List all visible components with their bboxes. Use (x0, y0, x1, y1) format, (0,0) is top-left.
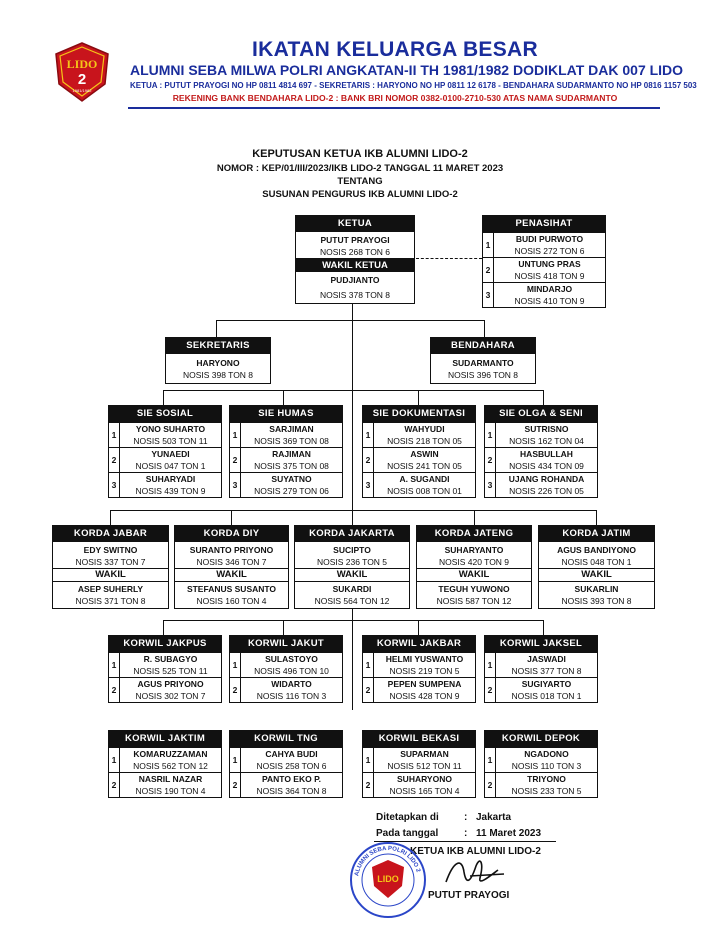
member-number: 1 (109, 423, 120, 447)
member-cell (120, 473, 221, 497)
member-row (230, 677, 342, 702)
sekretaris-name: HARYONO (196, 358, 240, 368)
sie-connector (163, 390, 543, 391)
member-nosis: NOSIS 047 TON 1 (135, 461, 206, 471)
member-nosis: NOSIS 018 TON 1 (511, 691, 582, 701)
member-cell (496, 653, 597, 677)
member-number: 2 (485, 448, 496, 472)
bendahara-name: SUDARMANTO (452, 358, 514, 368)
decree-title: KEPUTUSAN KETUA IKB ALUMNI LIDO-2 (252, 148, 468, 160)
member-nosis: NOSIS 233 TON 5 (511, 786, 582, 796)
korda-wakil-nosis: NOSIS 393 TON 8 (561, 596, 632, 606)
member-name: UNTUNG PRAS (518, 259, 581, 269)
wakil-ketua-name: PUDJIANTO (330, 275, 380, 285)
member-name: PANTO EKO P. (261, 774, 322, 784)
wakil-ketua-nosis: NOSIS 378 TON 8 (319, 290, 391, 300)
member-row (109, 422, 221, 447)
korda-wakil-name: ASEP SUHERLY (77, 584, 144, 594)
group-header: SIE SOSIAL (109, 406, 221, 422)
group-header: SIE HUMAS (230, 406, 342, 422)
member-cell (374, 423, 475, 447)
korda-name: SUHARYANTO (444, 545, 504, 555)
member-number: 1 (363, 653, 374, 677)
member-cell (496, 678, 597, 702)
bendahara-nosis: NOSIS 396 TON 8 (447, 370, 519, 380)
member-cell (496, 423, 597, 447)
member-name: AGUS PRIYONO (137, 679, 204, 689)
member-nosis: NOSIS 241 TON 05 (387, 461, 462, 471)
member-nosis: NOSIS 434 TON 09 (509, 461, 584, 471)
member-number: 1 (363, 423, 374, 447)
member-nosis: NOSIS 302 TON 7 (135, 691, 206, 701)
member-row (363, 652, 475, 677)
date-sep: : (464, 828, 468, 839)
svg-text:ALUMNI SEBA POLRI LIDO 2: ALUMNI SEBA POLRI LIDO 2 (354, 845, 421, 877)
group-header: KORWIL DEPOK (485, 731, 597, 747)
date-label: Pada tanggal (376, 828, 439, 839)
member-row (109, 472, 221, 497)
sie-drop-4 (543, 390, 544, 405)
org-subtitle: ALUMNI SEBA MILWA POLRI ANGKATAN-II TH 1981/1982 DODIKLAT DAK 007 LIDO (130, 62, 684, 78)
member-row (230, 422, 342, 447)
korda-box (294, 525, 410, 609)
member-nosis: NOSIS 377 TON 8 (511, 666, 582, 676)
member-name: ASWIN (410, 449, 439, 459)
member-number: 2 (230, 448, 241, 472)
sek-bend-connector (216, 320, 484, 321)
sie-box (362, 405, 476, 498)
place-value: Jakarta (476, 812, 512, 823)
korda-name: SUCIPTO (333, 545, 371, 555)
korda-wakil-name: STEFANUS SUSANTO (186, 584, 277, 594)
korda-wakil-label: WAKIL (53, 569, 168, 582)
member-cell (374, 473, 475, 497)
svg-text:LIDO: LIDO (66, 57, 98, 71)
member-cell (241, 448, 342, 472)
sekretaris-header: SEKRETARIS (166, 338, 270, 354)
korda-box (52, 525, 169, 609)
member-number: 1 (485, 653, 496, 677)
group-header: SIE OLGA & SENI (485, 406, 597, 422)
member-cell (496, 473, 597, 497)
korda-drop-5 (596, 510, 597, 525)
member-nosis: NOSIS 279 TON 06 (254, 486, 329, 496)
korda-nosis: NOSIS 236 TON 5 (295, 556, 409, 569)
member-cell (496, 748, 597, 772)
member-nosis: NOSIS 503 TON 11 (133, 436, 208, 446)
svg-text:2: 2 (77, 71, 87, 88)
member-nosis: NOSIS 162 TON 04 (509, 436, 584, 446)
member-row (363, 447, 475, 472)
member-cell (496, 773, 597, 797)
korda-name: SURANTO PRIYONO (189, 545, 274, 555)
ketua-box (295, 215, 415, 304)
korwil-box (362, 730, 476, 798)
group-header: SIE DOKUMENTASI (363, 406, 475, 422)
member-row (230, 652, 342, 677)
korda-wakil-nosis: NOSIS 371 TON 8 (75, 596, 146, 606)
member-cell (374, 653, 475, 677)
member-nosis: NOSIS 258 TON 6 (256, 761, 327, 771)
member-nosis: NOSIS 190 TON 4 (135, 786, 206, 796)
member-name: PEPEN SUMPENA (387, 679, 462, 689)
decree-number: NOMOR : KEP/01/III/2023/IKB LIDO-2 TANGGAL 11 MARET 2023 (216, 163, 504, 174)
place-label: Ditetapkan di (376, 812, 439, 823)
member-nosis: NOSIS 496 TON 10 (254, 666, 329, 676)
member-row (363, 747, 475, 772)
member-nosis: NOSIS 418 TON 9 (514, 271, 585, 281)
wakil-ketua-header: WAKIL KETUA (296, 259, 414, 272)
member-nosis: NOSIS 218 TON 05 (387, 436, 462, 446)
sie-box (108, 405, 222, 498)
korwil-box (229, 730, 343, 798)
header-rule (128, 107, 660, 109)
korda-drop-2 (231, 510, 232, 525)
contacts-line: KETUA : PUTUT PRAYOGI NO HP 0811 4814 697 - SEKRETARIS : HARYONO NO HP 0811 12 6178 - BENDAHARA SUDARMANTO NO HP 0816 1157 503 (130, 81, 697, 90)
lido2-logo (50, 40, 114, 104)
member-number: 1 (483, 233, 494, 257)
korda-wakil-label: WAKIL (417, 569, 531, 582)
member-row (109, 772, 221, 797)
group-header: KORWIL JAKTIM (109, 731, 221, 747)
korda-drop-4 (474, 510, 475, 525)
member-number: 2 (485, 678, 496, 702)
member-name: SUTRISNO (524, 424, 569, 434)
member-name: SUYATNO (271, 474, 312, 484)
member-row (230, 772, 342, 797)
group-header: KORWIL JAKPUS (109, 636, 221, 652)
sie-box (229, 405, 343, 498)
member-cell (241, 653, 342, 677)
member-nosis: NOSIS 439 TON 9 (135, 486, 206, 496)
sie-box (484, 405, 598, 498)
group-header: KORWIL TNG (230, 731, 342, 747)
member-number: 3 (485, 473, 496, 497)
penasihat-member (483, 282, 605, 307)
member-cell (120, 773, 221, 797)
member-number: 1 (230, 653, 241, 677)
sek-drop (216, 320, 217, 337)
member-name: A. SUGANDI (399, 474, 450, 484)
korwil-drop-1 (163, 620, 164, 635)
member-name: HASBULLAH (520, 449, 573, 459)
member-name: R. SUBAGYO (143, 654, 198, 664)
sie-drop-2 (283, 390, 284, 405)
member-name: WIDARTO (271, 679, 312, 689)
korda-wakil-label: WAKIL (295, 569, 409, 582)
member-name: SULASTOYO (265, 654, 318, 664)
korda-wakil-label: WAKIL (539, 569, 654, 582)
korda-wakil-name: SUKARDI (332, 584, 372, 594)
member-name: KOMARUZZAMAN (133, 749, 208, 759)
member-number: 2 (109, 448, 120, 472)
sekretaris-box (165, 337, 271, 384)
member-number: 3 (230, 473, 241, 497)
svg-text:LIDO: LIDO (377, 874, 399, 884)
member-row (109, 447, 221, 472)
penasihat-member (483, 232, 605, 257)
member-number: 1 (109, 653, 120, 677)
bend-drop (484, 320, 485, 337)
korda-nosis: NOSIS 048 TON 1 (539, 556, 654, 569)
korwil-box (484, 635, 598, 703)
member-number: 1 (485, 423, 496, 447)
member-row (485, 472, 597, 497)
place-sep: : (464, 812, 468, 823)
member-row (230, 472, 342, 497)
member-name: SUGIYARTO (521, 679, 572, 689)
member-number: 2 (230, 773, 241, 797)
korda-name: AGUS BANDIYONO (557, 545, 636, 555)
member-nosis: NOSIS 110 TON 3 (511, 761, 582, 771)
korda-header: KORDA JAKARTA (295, 526, 409, 542)
member-number: 2 (485, 773, 496, 797)
korwil-connector (163, 620, 543, 621)
member-number: 1 (109, 748, 120, 772)
member-nosis: NOSIS 428 TON 9 (389, 691, 460, 701)
member-nosis: NOSIS 410 TON 9 (514, 296, 585, 306)
member-name: CAHYA BUDI (265, 749, 318, 759)
member-number: 1 (230, 748, 241, 772)
member-row (363, 772, 475, 797)
member-nosis: NOSIS 562 TON 12 (133, 761, 208, 771)
member-row (485, 422, 597, 447)
bank-line: REKENING BANK BENDAHARA LIDO-2 : BANK BRI NOMOR 0382-0100-2710-530 ATAS NAMA SUDARMANTO (172, 93, 618, 103)
korwil-box (108, 730, 222, 798)
member-row (363, 422, 475, 447)
korwil-drop-4 (543, 620, 544, 635)
member-name: SARJIMAN (269, 424, 314, 434)
member-cell (241, 748, 342, 772)
signature (440, 852, 510, 892)
korda-wakil-nosis: NOSIS 587 TON 12 (436, 596, 512, 606)
member-cell (241, 678, 342, 702)
member-name: SUHARYONO (397, 774, 452, 784)
sie-drop-3 (418, 390, 419, 405)
korwil-box (484, 730, 598, 798)
korda-header: KORDA JABAR (53, 526, 168, 542)
signer-name: PUTUT PRAYOGI (428, 890, 510, 901)
member-cell (374, 678, 475, 702)
korda-header: KORDA DIY (175, 526, 288, 542)
member-number: 2 (363, 773, 374, 797)
member-number: 3 (483, 283, 494, 307)
korwil-drop-2 (283, 620, 284, 635)
korda-box (174, 525, 289, 609)
korda-wakil-nosis: NOSIS 564 TON 12 (314, 596, 390, 606)
korda-header: KORDA JATENG (417, 526, 531, 542)
group-header: KORWIL JAKUT (230, 636, 342, 652)
member-name: SUPARMAN (400, 749, 449, 759)
korda-nosis: NOSIS 420 TON 9 (417, 556, 531, 569)
member-cell (241, 773, 342, 797)
group-header: KORWIL JAKBAR (363, 636, 475, 652)
member-nosis: NOSIS 364 TON 8 (256, 786, 327, 796)
penasihat-connector (416, 258, 482, 259)
member-nosis: NOSIS 226 TON 05 (509, 486, 584, 496)
korda-box (416, 525, 532, 609)
member-nosis: NOSIS 008 TON 01 (387, 486, 462, 496)
org-title: IKATAN KELUARGA BESAR (252, 38, 538, 61)
member-number: 2 (363, 448, 374, 472)
ketua-name: PUTUT PRAYOGI (320, 235, 390, 245)
main-connector (352, 297, 353, 710)
member-number: 2 (230, 678, 241, 702)
member-nosis: NOSIS 165 TON 4 (389, 786, 460, 796)
date-value: 11 Maret 2023 (476, 828, 542, 839)
korda-header: KORDA JATIM (539, 526, 654, 542)
bendahara-box (430, 337, 536, 384)
sie-drop-1 (163, 390, 164, 405)
member-number: 3 (109, 473, 120, 497)
member-cell (374, 748, 475, 772)
member-row (363, 677, 475, 702)
member-cell (241, 423, 342, 447)
member-name: HELMI YUSWANTO (385, 654, 464, 664)
member-cell (374, 773, 475, 797)
bendahara-header: BENDAHARA (431, 338, 535, 354)
korda-nosis: NOSIS 346 TON 7 (175, 556, 288, 569)
member-name: YUNAEDI (151, 449, 190, 459)
member-cell (241, 473, 342, 497)
member-cell (120, 748, 221, 772)
member-nosis: NOSIS 369 TON 08 (254, 436, 329, 446)
decree-subject: SUSUNAN PENGURUS IKB ALUMNI LIDO-2 (262, 189, 458, 200)
korda-wakil-name: TEGUH YUWONO (438, 584, 510, 594)
member-name: YONO SUHARTO (135, 424, 206, 434)
member-name: JASWADI (527, 654, 566, 664)
member-row (230, 447, 342, 472)
member-name: RAJIMAN (272, 449, 311, 459)
korda-wakil-label: WAKIL (175, 569, 288, 582)
member-row (109, 652, 221, 677)
decree-about: TENTANG (337, 176, 383, 187)
ketua-nosis: NOSIS 268 TON 6 (296, 246, 414, 259)
korda-connector (110, 510, 596, 511)
member-name: BUDI PURWOTO (515, 234, 584, 244)
korwil-box (362, 635, 476, 703)
member-nosis: NOSIS 525 TON 11 (133, 666, 208, 676)
member-row (109, 677, 221, 702)
member-number: 2 (483, 258, 494, 282)
member-row (109, 747, 221, 772)
member-nosis: NOSIS 272 TON 6 (514, 246, 585, 256)
member-name: UJANG ROHANDA (508, 474, 585, 484)
penasihat-box (482, 215, 606, 308)
group-header: KORWIL BEKASI (363, 731, 475, 747)
member-name: SUHARYADI (145, 474, 196, 484)
org-seal (348, 840, 428, 920)
korda-name: EDY SWITNO (83, 545, 138, 555)
member-number: 2 (109, 773, 120, 797)
sekretaris-nosis: NOSIS 398 TON 8 (182, 370, 254, 380)
member-name: TRIYONO (527, 774, 566, 784)
member-row (485, 747, 597, 772)
member-cell (120, 653, 221, 677)
korwil-box (108, 635, 222, 703)
member-row (363, 472, 475, 497)
member-nosis: NOSIS 512 TON 11 (387, 761, 462, 771)
member-row (485, 772, 597, 797)
korda-nosis: NOSIS 337 TON 7 (53, 556, 168, 569)
member-nosis: NOSIS 219 TON 5 (389, 666, 460, 676)
member-number: 2 (109, 678, 120, 702)
korda-drop-1 (110, 510, 111, 525)
member-nosis: NOSIS 375 TON 08 (254, 461, 329, 471)
member-nosis: NOSIS 116 TON 3 (256, 691, 327, 701)
group-header: KORWIL JAKSEL (485, 636, 597, 652)
member-name: WAHYUDI (404, 424, 445, 434)
member-cell (120, 423, 221, 447)
member-name: MINDARJO (526, 284, 573, 294)
member-row (485, 447, 597, 472)
member-number: 1 (485, 748, 496, 772)
korda-box (538, 525, 655, 609)
member-number: 3 (363, 473, 374, 497)
svg-text:1981/1982: 1981/1982 (72, 88, 92, 93)
member-cell (374, 448, 475, 472)
member-cell (496, 448, 597, 472)
member-row (485, 652, 597, 677)
penasihat-member (483, 257, 605, 282)
member-row (230, 747, 342, 772)
korwil-drop-3 (418, 620, 419, 635)
signatory-org: KETUA IKB ALUMNI LIDO-2 (410, 846, 541, 857)
ketua-header: KETUA (296, 216, 414, 232)
member-number: 1 (230, 423, 241, 447)
korwil-box (229, 635, 343, 703)
member-cell (120, 448, 221, 472)
penasihat-header: PENASIHAT (483, 216, 605, 232)
member-number: 1 (363, 748, 374, 772)
member-cell (120, 678, 221, 702)
member-name: NGADONO (524, 749, 569, 759)
member-row (485, 677, 597, 702)
member-name: NASRIL NAZAR (138, 774, 203, 784)
korda-wakil-nosis: NOSIS 160 TON 4 (196, 596, 267, 606)
korda-wakil-name: SUKARLIN (574, 584, 619, 594)
member-number: 2 (363, 678, 374, 702)
